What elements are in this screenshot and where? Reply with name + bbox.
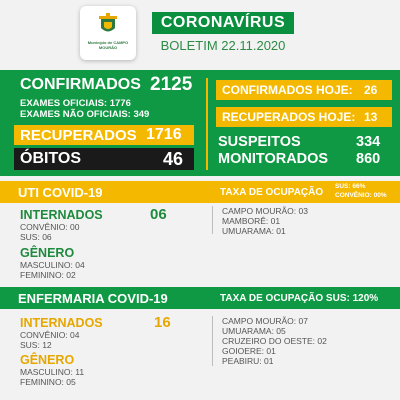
uti-masculino: MASCULINO: 04 [20,260,85,270]
uti-taxa-convenio: CONVÊNIO: 00% [335,192,387,199]
enfermaria-city: CRUZEIRO DO OESTE: 02 [222,336,327,346]
uti-city: CAMPO MOURÃO: 03 [222,206,308,216]
uti-city: UMUARAMA: 01 [222,226,286,236]
suspeitos-label: SUSPEITOS [218,134,301,150]
uti-feminino: FEMININO: 02 [20,270,76,280]
confirmados-value: 2125 [150,74,193,95]
uti-divider [212,206,213,234]
recuperados-value: 1716 [146,126,182,143]
logo-text: Município de CAMPO MOURÃO [87,40,129,50]
enfermaria-internados-label: INTERNADOS [20,316,103,330]
confirmados-hoje-value: 26 [364,83,378,97]
uti-convenio: CONVÊNIO: 00 [20,222,80,232]
enfermaria-divider [212,316,213,366]
monitorados-label: MONITORADOS [218,151,329,167]
bulletin-date: BOLETIM 22.11.2020 [160,38,286,53]
crest-icon [98,12,118,36]
municipal-logo [80,6,136,60]
recuperados-hoje-label: RECUPERADOS HOJE: [222,110,356,124]
uti-genero-label: GÊNERO [20,246,75,260]
suspeitos-value: 334 [356,134,381,150]
enfermaria-city: CAMPO MOURÃO: 07 [222,316,308,326]
obitos-label: ÓBITOS [20,150,82,167]
page-title: CORONAVÍRUS [152,12,294,34]
enfermaria-genero-label: GÊNERO [20,353,75,367]
confirmados-label: CONFIRMADOS [20,76,141,93]
summary-divider [206,78,208,170]
uti-internados-value: 06 [150,206,167,223]
enfermaria-city: PEABIRU: 01 [222,356,274,366]
enfermaria-internados-value: 16 [154,314,171,331]
exames-nao-oficiais: EXAMES NÃO OFICIAIS: 349 [20,109,150,120]
uti-city: MAMBORÊ: 01 [222,216,281,226]
uti-internados-label: INTERNADOS [20,208,103,222]
uti-taxa-sus: SUS: 66% [335,183,366,190]
recuperados-hoje-value: 13 [364,110,378,124]
confirmados-hoje-label: CONFIRMADOS HOJE: [222,83,353,97]
monitorados-value: 860 [356,151,381,167]
enfermaria-feminino: FEMININO: 05 [20,377,76,387]
uti-title: UTI COVID-19 [18,185,103,200]
enfermaria-sus: SUS: 12 [20,340,52,350]
enfermaria-city: GOIOERE: 01 [222,346,276,356]
obitos-value: 46 [163,149,184,169]
enfermaria-taxa: TAXA DE OCUPAÇÃO SUS: 120% [220,293,379,304]
recuperados-label: RECUPERADOS [20,127,137,144]
enfermaria-title: ENFERMARIA COVID-19 [18,291,168,306]
exames-oficiais: EXAMES OFICIAIS: 1776 [20,98,131,109]
uti-sus: SUS: 06 [20,232,52,242]
uti-taxa-label: TAXA DE OCUPAÇÃO [220,187,324,198]
enfermaria-masculino: MASCULINO: 11 [20,367,85,377]
enfermaria-convenio: CONVÊNIO: 04 [20,330,80,340]
enfermaria-city: UMUARAMA: 05 [222,326,286,336]
